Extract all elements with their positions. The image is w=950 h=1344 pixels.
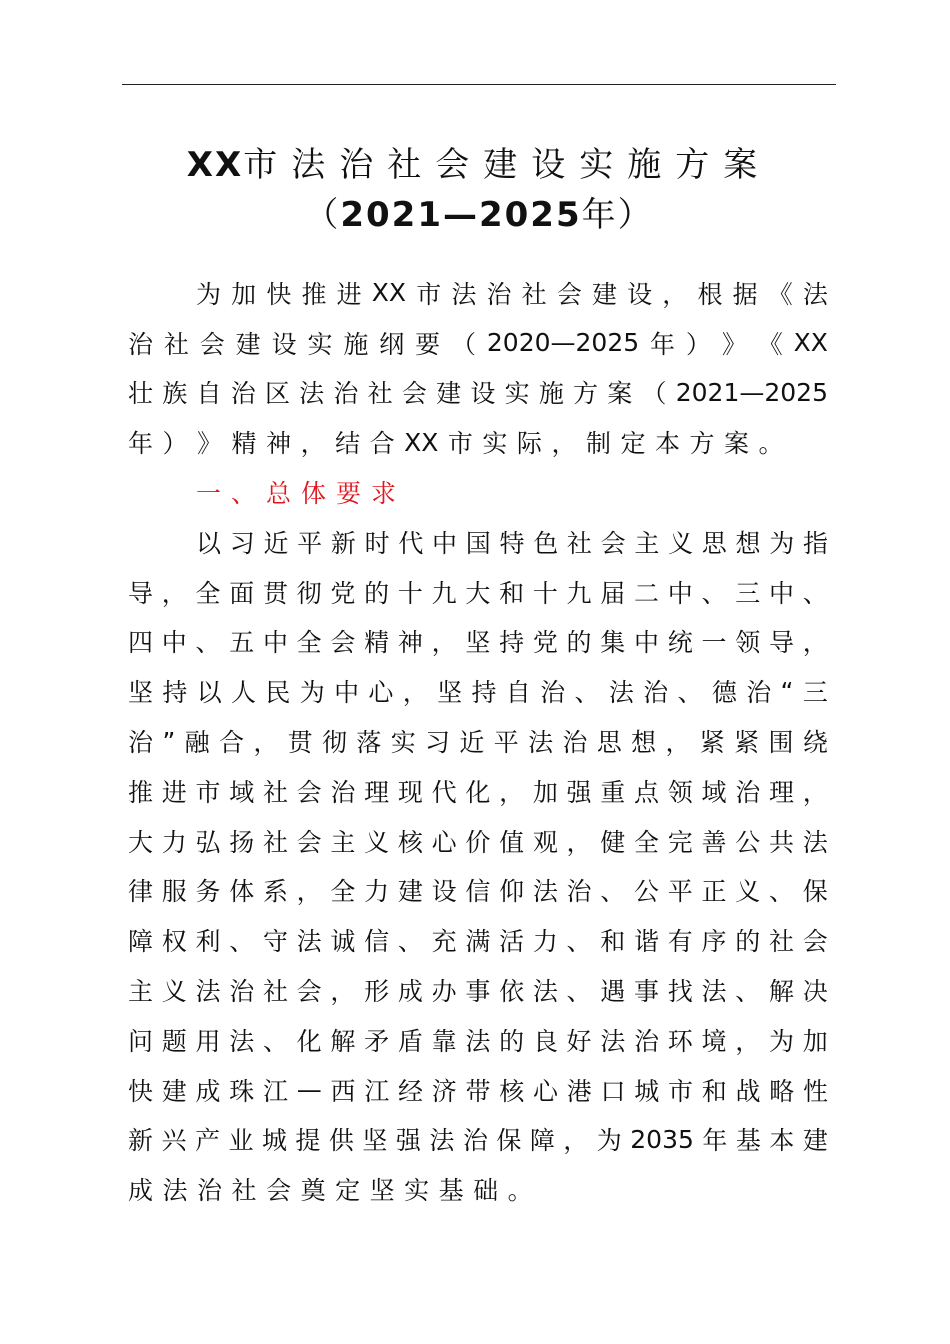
paragraph-line: 坚 持 以 人 民 为 中 心 ， 坚 持 自 治 、 法 治 、 德 治 “ 三	[128, 676, 828, 708]
title-prefix: XX	[186, 145, 244, 185]
paragraph-line: 问 题 用 法 、 化 解 矛 盾 靠 法 的 良 好 法 治 环 境 ， 为 加	[128, 1026, 828, 1056]
paragraph-line: 大 力 弘 扬 社 会 主 义 核 心 价 值 观 ， 健 全 完 善 公 共 法	[128, 827, 828, 857]
paragraph-line: 为 加 快 推 进 XX 市 法 治 社 会 建 设 ， 根 据 《 法	[196, 278, 828, 309]
paragraph-line: 推 进 市 域 社 会 治 理 现 代 化 ， 加 强 重 点 领 域 治 理 ，	[128, 777, 828, 807]
title-years: 2021—2025	[340, 195, 582, 235]
title-line-1	[122, 140, 836, 190]
overall-paragraph	[128, 517, 828, 1214]
title-year-char: 年	[581, 195, 618, 235]
paragraph-line: 治 ” 融 合 ， 贯 彻 落 实 习 近 平 法 治 思 想 ， 紧 紧 围 绕	[128, 726, 828, 758]
paragraph-line: 年 ） 》 精 神 ， 结 合 XX 市 实 际 ， 制 定 本 方 案 。	[128, 427, 784, 459]
title-line-2	[122, 190, 836, 240]
paragraph-line: 主 义 法 治 社 会 ， 形 成 办 事 依 法 、 遇 事 找 法 、 解 决	[128, 977, 828, 1007]
header-rule	[122, 84, 836, 85]
title-main: 市法治社会建设实施方案	[243, 145, 772, 185]
section-heading: 一、总体要求	[196, 479, 407, 509]
paragraph-line: 导 ， 全 面 贯 彻 党 的 十 九 大 和 十 九 届 二 中 、 三 中 、	[128, 578, 828, 608]
document-body	[128, 268, 828, 1214]
paragraph-line: 成 法 治 社 会 奠 定 坚 实 基 础 。	[128, 1176, 533, 1206]
title-open-paren: （	[304, 195, 341, 235]
paragraph-line: 障 权 利 、 守 法 诚 信 、 充 满 活 力 、 和 谐 有 序 的 社 会	[128, 927, 828, 957]
paragraph-line: 四 中 、 五 中 全 会 精 神 ， 坚 持 党 的 集 中 统 一 领 导 ，	[128, 628, 828, 658]
title-close-paren: ）	[617, 195, 654, 235]
paragraph-line: 以 习 近 平 新 时 代 中 国 特 色 社 会 主 义 思 想 为 指	[196, 528, 828, 558]
paragraph-line: 快 建 成 珠 江 — 西 江 经 济 带 核 心 港 口 城 市 和 战 略 性	[128, 1075, 828, 1106]
paragraph-line: 新 兴 产 业 城 提 供 坚 强 法 治 保 障 ， 为 2035 年 基 本 建	[128, 1124, 828, 1156]
document-title	[122, 140, 836, 240]
intro-paragraph	[128, 268, 828, 467]
paragraph-line: 治 社 会 建 设 实 施 纲 要 （ 2020—2025 年 ） 》 《 XX	[128, 328, 828, 359]
paragraph-line: 律 服 务 体 系 ， 全 力 建 设 信 仰 法 治 、 公 平 正 义 、 保	[128, 877, 828, 907]
paragraph-line: 壮 族 自 治 区 法 治 社 会 建 设 实 施 方 案 （ 2021—2025	[128, 377, 828, 409]
